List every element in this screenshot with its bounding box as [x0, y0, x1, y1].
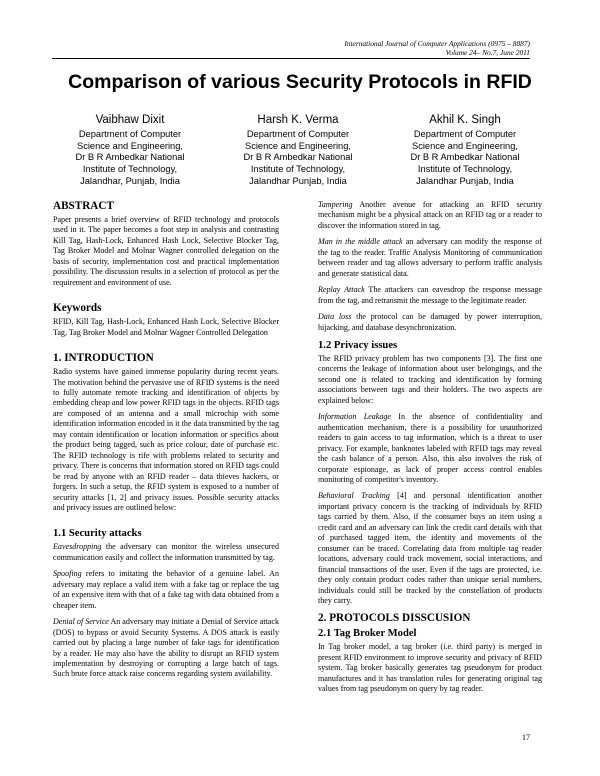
- abstract-heading: ABSTRACT: [53, 200, 114, 212]
- page-number: 17: [522, 733, 530, 742]
- author-affiliation: Institute of Technology,: [82, 164, 178, 175]
- privacy-description: [4] and personal identification another important privacy concern is the tracking of individuals by RFID tags carried by them. Also, if the consumer buys an item using a credit card and an adversary can link the credit card details with that of purchased tagged item, the identity and movements of the consumer can be traced. Correlating data from multiple tag reader locations, adversary could track movement, social interactions, and financial transactions of the user. Even if the tags are protected, i.e. they only contain product codes rather than unique serial numbers, individuals could still be tracked by the constellation of products they carry.: [318, 491, 542, 605]
- attack-term: Denial of Service: [53, 617, 109, 627]
- privacy-intro: The RFID privacy problem has two components [3]. The first one concerns the leakage of information about user belongings, and the second one is related to tracking and identification by forming associations between tags and their holders. The two aspects are explained below:: [318, 353, 542, 405]
- privacy-paragraph: [318, 491, 542, 606]
- author-affiliation: Dr B R Ambedkar National: [243, 152, 353, 163]
- author-affiliation: Jalandhar Punjab, India: [249, 175, 347, 186]
- attack-description: the protocol can be damaged by power interruption, hijacking, and database desynchronization.: [318, 312, 542, 332]
- author-affiliation: Department of Computer: [246, 129, 350, 139]
- tag-broker-text: In Tag broker model, a tag broker (i.e. third party) is merged in present RFID environment to improve security and privacy of RFID system. Tag broker basically generates tag pseudonym for product manufactures and it has translation rules for generating original tag values from tag pseudonym on query by tag reader.: [318, 642, 542, 694]
- author-affiliation: Science and Engineering,: [245, 140, 351, 151]
- attack-paragraph: [318, 237, 542, 279]
- volume-header: Volume 24– No.7, June 2011: [445, 48, 530, 57]
- author-affiliation: Jalandhar Punjab, India: [416, 175, 514, 186]
- attack-description: Another avenue for attacking an RFID security mechanism might be a physical attack on an RFID tag or a reader to discover the information stored in tag.: [318, 200, 542, 230]
- author-name: Akhil K. Singh: [429, 114, 501, 126]
- author-affiliation: Institute of Technology,: [417, 164, 513, 175]
- author-affiliation: Dr B R Ambedkar National: [410, 152, 520, 163]
- attack-term: Replay Attack: [318, 285, 365, 295]
- keywords-text: RFID, Kill Tag, Hash-Lock, Enhanced Hash Lock, Selective Blocker Tag, Tag Broker Model and Molnar Wagner Controlled Delegation: [53, 317, 279, 337]
- author-name: Harsh K. Verma: [257, 114, 339, 126]
- attack-term: Spoofing: [53, 569, 82, 579]
- protocols-heading: 2. PROTOCOLS DISSCUSION: [318, 612, 471, 625]
- security-attacks-heading: 1.1 Security attacks: [53, 528, 142, 540]
- attack-description: an adversary can modify the response of the tag to the reader. Traffic Analysis Monitoring of communication between reader and tag allows adversary to perform traffic analysis and generate statistical data.: [318, 237, 543, 278]
- author-block-3: [365, 113, 565, 188]
- author-affiliation: Dr B R Ambedkar National: [75, 152, 185, 163]
- attack-term: Tampering: [318, 200, 353, 209]
- attack-paragraph: [318, 312, 542, 333]
- attack-description: An adversary may initiate a Denial of Service attack (DOS) to bypass or avoid Security Systems. A DOS attack is easily carried out by placing a large number of fake tags for identification by a reader. He may also have the ability to disrupt an RFID system implementation by destroying or corrupting a large batch of tags. Such brute force attack raise concerns regarding system availability.: [53, 617, 279, 679]
- attack-description: the adversary can monitor the wireless unsecured communication easily and collect the information transmitted by tag.: [53, 542, 279, 562]
- left-column: [53, 200, 279, 686]
- privacy-paragraph: [318, 412, 542, 485]
- privacy-term: Information Leakage: [318, 412, 391, 422]
- keywords-heading: Keywords: [53, 302, 102, 315]
- attack-term: Data loss: [318, 312, 352, 322]
- attack-description: The attackers can eavesdrop the response message from the tag, and retransmit the message to the legitimate reader.: [318, 285, 542, 305]
- author-affiliation: Science and Engineering,: [412, 140, 518, 151]
- attack-paragraph: [318, 200, 542, 231]
- introduction-heading: 1. INTRODUCTION: [53, 352, 154, 365]
- privacy-term: Behavioral Tracking: [318, 491, 390, 501]
- introduction-text: Radio systems have gained immense popularity during recent years. The motivation behind the pervasive use of RFID systems is the need to fully automate remote tracking and identification of objects by embedding cheap and low power RFID tags in the objects. RFID tags are composed of an antenna and a small microchip with some identification information encoded in it the data transmitted by the tag may contain identification or location information or specifics about the product being tagged, such as price colour, date of purchase etc. The RFID technology is rife with problems related to security and privacy. There is concerns that information stored on RFID tags could be read by anyone with an RFID reader – data thieves hackers, or forgers. In such a setup, the RFID system is exposed to a number of security attacks [1, 2] and privacy issues. Possible security attacks and privacy issues are outlined below:: [53, 367, 279, 512]
- author-name: Vaibhaw Dixit: [95, 114, 165, 126]
- tag-broker-heading: 2.1 Tag Broker Model: [318, 628, 417, 640]
- attack-paragraph: [53, 542, 279, 563]
- journal-header: International Journal of Computer Applications (0975 – 8887): [344, 39, 530, 48]
- author-affiliation: Department of Computer: [413, 129, 517, 139]
- right-column: [318, 200, 542, 701]
- author-affiliation: Science and Engineering,: [77, 140, 183, 151]
- abstract-text: Paper presents a brief overview of RFID technology and protocols used in it. The paper becomes a foot step in analysis and contrasting Kill Tag, Hash-Lock, Enhanced Hash Lock, Selective Blocker Tag, Tag Broker Model and Molnar Wagner controlled delegation on the basis of security, implementation cost and practical implementation possibility. The discussion results in a selection of protocol as per the requirement and environment of use.: [53, 215, 279, 287]
- attack-paragraph: [53, 569, 279, 611]
- author-affiliation: Jalandhar, Punjab, India: [80, 175, 180, 186]
- attack-term: Man in the middle attack: [318, 237, 403, 247]
- author-affiliation: Department of Computer: [78, 129, 182, 139]
- author-affiliation: Institute of Technology,: [250, 164, 346, 175]
- attack-paragraph: [53, 617, 279, 680]
- attack-paragraph: [318, 285, 542, 306]
- privacy-description: In the absence of confidentiality and authentication mechanism, there is a possibility for unauthorized readers to gain access to tag information, which is a threat to user privacy. For example, banknotes labeled with RFID tags may reveal the cash balance of a person. Also, this also involves the risk of corporate espionage, as lack of proper access control enables monitoring of competitor's inventory.: [318, 412, 542, 484]
- attack-description: refers to imitating the behavior of a genuine label. An adversary may replace a valid item with a fake tag or replace the tag of an expensive item with that of a fake tag with data obtained from a cheaper item.: [53, 569, 279, 610]
- header-rule: [52, 58, 530, 59]
- paper-title: Comparison of various Security Protocols in RFID: [68, 71, 532, 93]
- attack-term: Eavesdropping: [53, 542, 102, 552]
- privacy-issues-heading: 1.2 Privacy issues: [318, 339, 398, 351]
